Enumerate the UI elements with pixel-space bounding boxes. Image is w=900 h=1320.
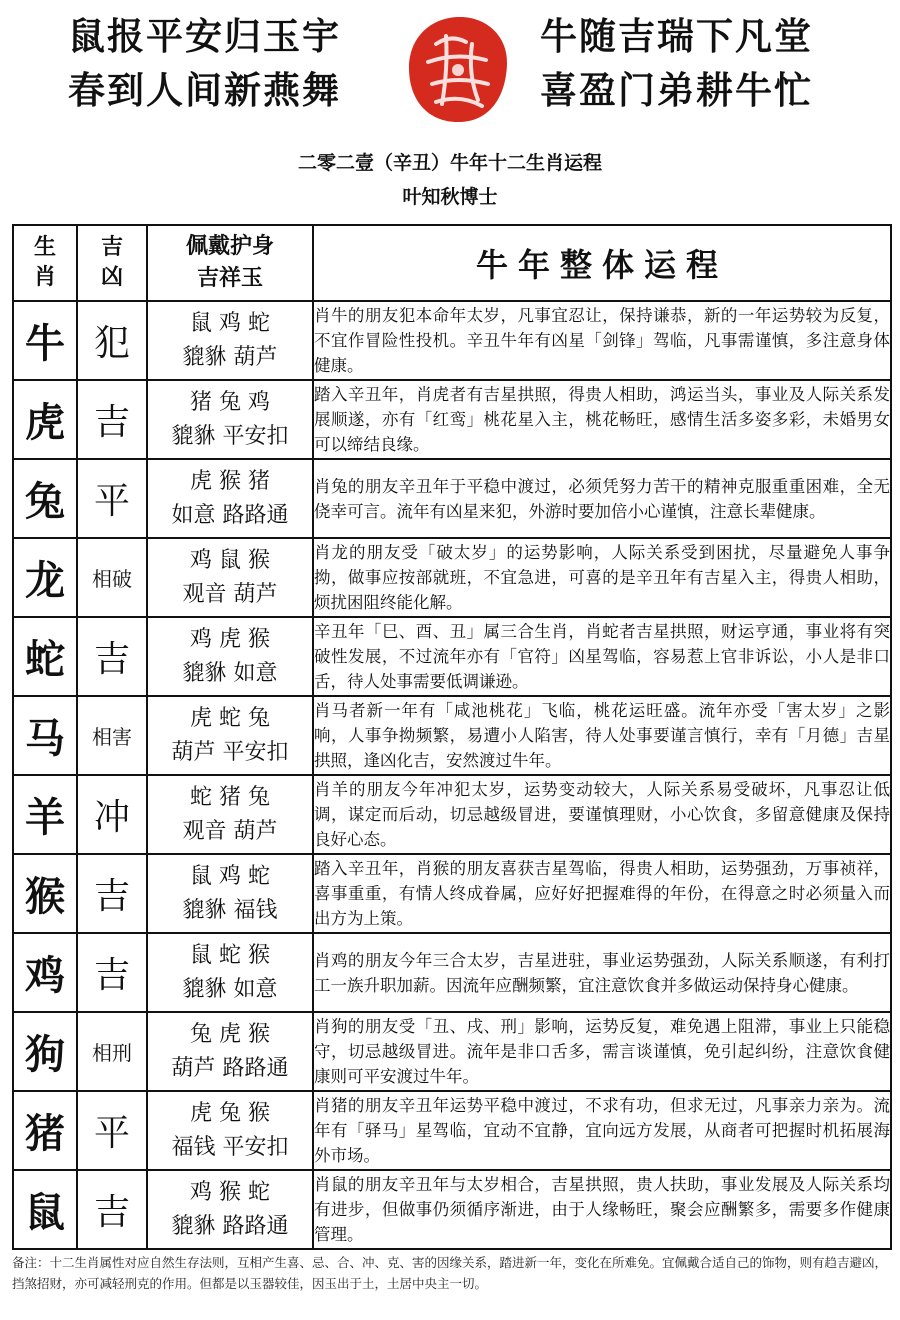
couplet-right-line-1: 牛随吉瑞下凡堂 bbox=[540, 15, 813, 58]
fortune-description: 肖牛的朋友犯本命年太岁，凡事宜忍让，保持谦恭，新的一年运势较为反复，不宜作冒险性投机。辛丑牛年有凶星「剑锋」驾临，凡事需谨慎，多注意身体健康。 bbox=[313, 301, 891, 380]
luck-status: 吉 bbox=[77, 854, 147, 933]
jade-line-2: 貔貅 葫芦 bbox=[182, 344, 278, 370]
table-row bbox=[13, 933, 891, 1012]
jade-items bbox=[147, 538, 313, 617]
zodiac-animal: 狗 bbox=[13, 1012, 77, 1091]
fortune-description: 肖鼠的朋友辛丑年与太岁相合，吉星拱照，贵人扶助，事业发展及人际关系均有进步，但做事仍须循序渐进，由于人缘畅旺，聚会应酬繁多，需要多作健康管理。 bbox=[313, 1170, 891, 1249]
zodiac-animal: 兔 bbox=[13, 459, 77, 538]
luck-status: 平 bbox=[77, 459, 147, 538]
table-row bbox=[13, 1170, 891, 1249]
jade-items bbox=[147, 459, 313, 538]
jade-line-1: 虎 蛇 兔 bbox=[190, 705, 270, 731]
table-row bbox=[13, 1012, 891, 1091]
luck-status: 犯 bbox=[77, 301, 147, 380]
luck-status: 吉 bbox=[77, 1170, 147, 1249]
fortune-description: 肖猪的朋友辛丑年运势平稳中渡过，不求有功，但求无过，凡事亲力亲为。流年有「驿马」星驾临，宜动不宜静，宜向远方发展，从商者可把握时机拓展海外市场。 bbox=[313, 1091, 891, 1170]
jade-line-1: 鼠 鸡 蛇 bbox=[190, 863, 270, 889]
luck-status: 相刑 bbox=[77, 1012, 147, 1091]
table-row bbox=[13, 1091, 891, 1170]
zodiac-animal: 龙 bbox=[13, 538, 77, 617]
jade-items bbox=[147, 696, 313, 775]
jade-line-2: 貔貅 平安扣 bbox=[171, 423, 289, 449]
jade-line-1: 鸡 鼠 猴 bbox=[190, 547, 270, 573]
zodiac-animal: 鼠 bbox=[13, 1170, 77, 1249]
zodiac-fortune-table bbox=[12, 224, 892, 1250]
fortune-description: 肖马者新一年有「咸池桃花」飞临，桃花运旺盛。流年亦受「害太岁」之影响，人事争拗频繁，易遭小人陷害，待人处事要谨言慎行，幸有「月德」吉星拱照，逢凶化吉，安然渡过牛年。 bbox=[313, 696, 891, 775]
zodiac-animal: 虎 bbox=[13, 380, 77, 459]
fortune-description: 肖鸡的朋友今年三合太岁，吉星进驻，事业运势强劲，人际关系顺遂，有利打工一族升职加薪。因流年应酬频繁，宜注意饮食并多做运动保持身心健康。 bbox=[313, 933, 891, 1012]
jade-items bbox=[147, 617, 313, 696]
couplet-left bbox=[68, 10, 341, 118]
zodiac-animal: 牛 bbox=[13, 301, 77, 380]
jade-line-1: 鼠 蛇 猴 bbox=[190, 942, 270, 968]
luck-status: 吉 bbox=[77, 380, 147, 459]
jade-line-2: 福钱 平安扣 bbox=[171, 1134, 289, 1160]
ox-seal-icon bbox=[406, 14, 510, 124]
jade-line-2: 貔貅 福钱 bbox=[182, 897, 278, 923]
fortune-description: 肖狗的朋友受「丑、戌、刑」影响，运势反复，难免遇上阻滞，事业上只能稳守，切忌越级冒进。流年是非口舌多，需言谈谨慎，免引起纠纷，注意饮食健康则可平安渡过牛年。 bbox=[313, 1012, 891, 1091]
table-row bbox=[13, 696, 891, 775]
luck-status: 吉 bbox=[77, 617, 147, 696]
zodiac-animal: 猴 bbox=[13, 854, 77, 933]
header-zodiac: 生 肖 bbox=[13, 225, 77, 301]
zodiac-animal: 鸡 bbox=[13, 933, 77, 1012]
jade-items bbox=[147, 933, 313, 1012]
jade-line-1: 猪 兔 鸡 bbox=[190, 389, 270, 415]
luck-status: 冲 bbox=[77, 775, 147, 854]
zodiac-animal: 蛇 bbox=[13, 617, 77, 696]
fortune-description: 肖龙的朋友受「破太岁」的运势影响，人际关系受到困扰，尽量避免人事争拗，做事应按部就班，不宜急进，可喜的是辛丑年有吉星入主，得贵人相助，烦扰困阻终能化解。 bbox=[313, 538, 891, 617]
couplet-right-line-2: 喜盈门弟耕牛忙 bbox=[540, 69, 813, 112]
jade-line-2: 如意 路路通 bbox=[171, 502, 289, 528]
zodiac-animal: 羊 bbox=[13, 775, 77, 854]
jade-line-2: 貔貅 路路通 bbox=[171, 1213, 289, 1239]
fortune-description: 踏入辛丑年，肖猴的朋友喜获吉星驾临，得贵人相助，运势强劲，万事祯祥，喜事重重，有情人终成眷属，应好好把握难得的年份，在得意之时必须量入而出方为上策。 bbox=[313, 854, 891, 933]
author-name: 叶知秋博士 bbox=[402, 186, 498, 208]
fortune-description: 肖羊的朋友今年冲犯太岁，运势变动较大，人际关系易受破坏，凡事忍让低调，谋定而后动，切忌越级冒进，要谨慎理财，小心饮食，多留意健康及保持良好心态。 bbox=[313, 775, 891, 854]
zodiac-animal: 猪 bbox=[13, 1091, 77, 1170]
luck-status: 平 bbox=[77, 1091, 147, 1170]
table-row bbox=[13, 459, 891, 538]
jade-line-1: 虎 兔 猴 bbox=[190, 1100, 270, 1126]
jade-line-2: 观音 葫芦 bbox=[182, 818, 278, 844]
couplet-left-line-1: 鼠报平安归玉宇 bbox=[68, 15, 341, 58]
couplet-left-line-2: 春到人间新燕舞 bbox=[68, 69, 341, 112]
table-row bbox=[13, 854, 891, 933]
jade-line-1: 鼠 鸡 蛇 bbox=[190, 310, 270, 336]
table-row bbox=[13, 617, 891, 696]
jade-line-1: 虎 猴 猪 bbox=[190, 468, 270, 494]
fortune-description: 肖兔的朋友辛丑年于平稳中渡过，必须凭努力苦干的精神克服重重困难，全无侥幸可言。流年有凶星来犯，外游时要加倍小心谨慎，注意长辈健康。 bbox=[313, 459, 891, 538]
header-overall-fortune: 牛年整体运程 bbox=[313, 225, 891, 301]
jade-items bbox=[147, 1170, 313, 1249]
jade-items bbox=[147, 301, 313, 380]
jade-line-1: 鸡 虎 猴 bbox=[190, 626, 270, 652]
jade-line-2: 貔貅 如意 bbox=[182, 660, 278, 686]
jade-line-2: 貔貅 如意 bbox=[182, 976, 278, 1002]
jade-items bbox=[147, 775, 313, 854]
couplet-right bbox=[540, 10, 813, 118]
footnote: 备注：十二生肖属性对应自然生存法则，互相产生喜、忌、合、冲、克、害的因缘关系，踏进新一年，变化在所难免。宜佩戴合适自己的饰物，则有趋吉避凶，挡煞招财，亦可减轻刑克的作用。但都是以玉器较佳，因玉出于土，土居中央主一切。 bbox=[12, 1255, 888, 1291]
jade-line-1: 兔 虎 猴 bbox=[190, 1021, 270, 1047]
zodiac-animal: 马 bbox=[13, 696, 77, 775]
jade-line-2: 葫芦 平安扣 bbox=[171, 739, 289, 765]
luck-status: 相破 bbox=[77, 538, 147, 617]
table-row bbox=[13, 775, 891, 854]
jade-line-1: 蛇 猪 兔 bbox=[190, 784, 270, 810]
header-luck: 吉 凶 bbox=[77, 225, 147, 301]
table-header-row bbox=[13, 225, 891, 301]
fortune-description: 踏入辛丑年，肖虎者有吉星拱照，得贵人相助，鸿运当头，事业及人际关系发展顺遂，亦有「红鸾」桃花星入主，桃花畅旺，感情生活多姿多彩，未婚男女可以缔结良缘。 bbox=[313, 380, 891, 459]
page-title: 二零二壹（辛丑）牛年十二生肖运程 bbox=[297, 152, 602, 174]
jade-line-1: 鸡 猴 蛇 bbox=[190, 1179, 270, 1205]
table-row bbox=[13, 380, 891, 459]
fortune-description: 辛丑年「巳、酉、丑」属三合生肖，肖蛇者吉星拱照，财运亨通，事业将有突破性发展，不过流年亦有「官符」凶星驾临，容易惹上官非诉讼，小人是非口舌，待人处事需要低调谦逊。 bbox=[313, 617, 891, 696]
jade-line-2: 葫芦 路路通 bbox=[171, 1055, 289, 1081]
jade-line-2: 观音 葫芦 bbox=[182, 581, 278, 607]
jade-items bbox=[147, 1012, 313, 1091]
jade-items bbox=[147, 380, 313, 459]
jade-items bbox=[147, 1091, 313, 1170]
header-jade: 佩戴护身 吉祥玉 bbox=[147, 225, 313, 301]
table-row bbox=[13, 538, 891, 617]
luck-status: 相害 bbox=[77, 696, 147, 775]
luck-status: 吉 bbox=[77, 933, 147, 1012]
jade-items bbox=[147, 854, 313, 933]
table-row bbox=[13, 301, 891, 380]
